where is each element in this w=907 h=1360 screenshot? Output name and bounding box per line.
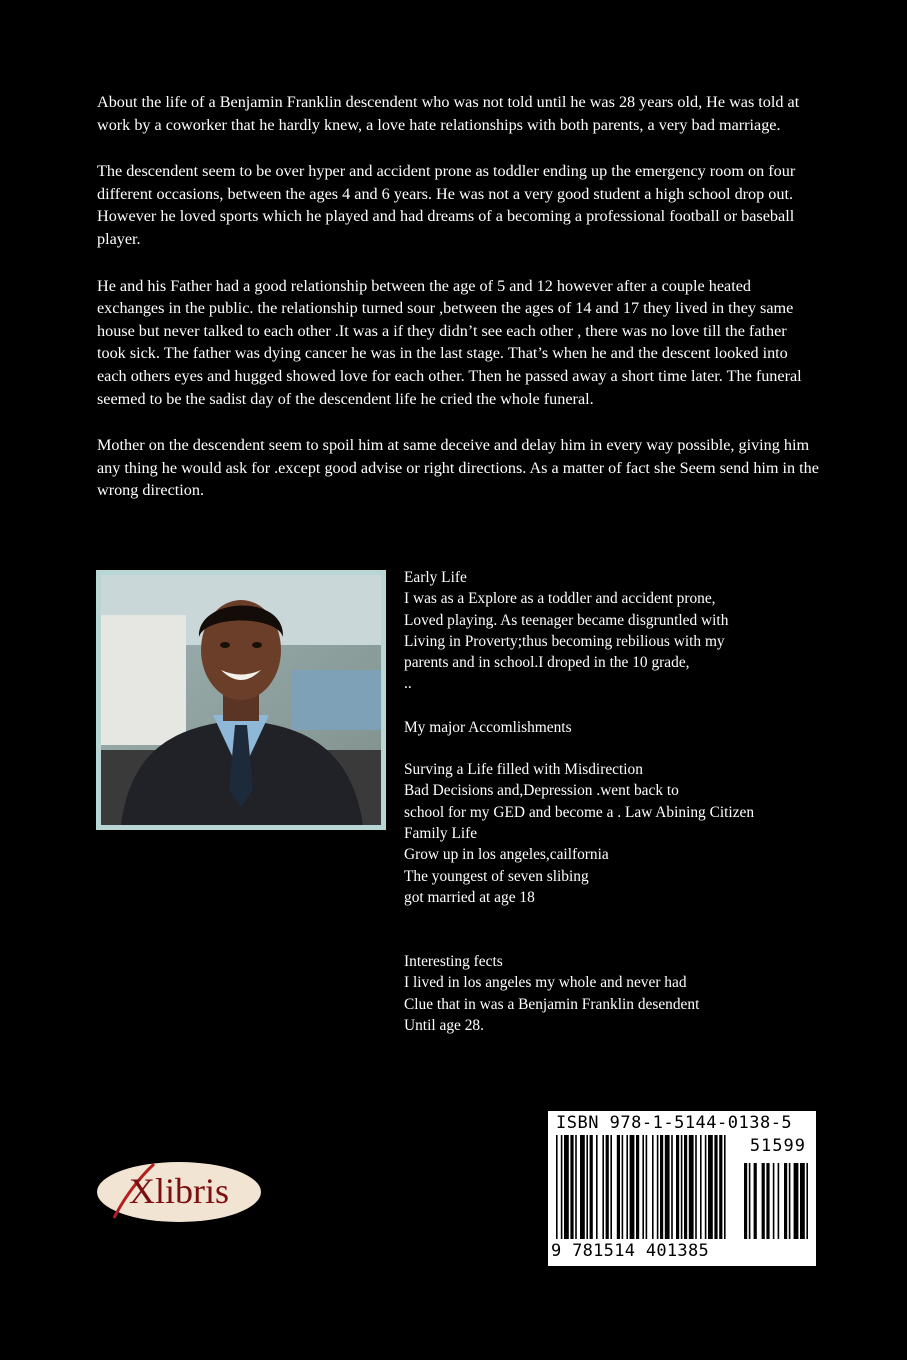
barcode-bar [630,1135,635,1239]
barcode-bar [695,1135,697,1239]
author-bio [404,567,824,1036]
barcode-bar [556,1135,558,1239]
bio-line: Clue that in was a Benjamin Franklin desendent [404,995,700,1013]
bio-line: school for my GED and become a . Law Abining Citizen [404,803,755,821]
barcode-bar [580,1135,585,1239]
barcode-bar [714,1135,717,1239]
bio-line: I lived in los angeles my whole and never had [404,974,687,992]
barcode-addon-bar [762,1163,765,1239]
barcode-bar [681,1135,683,1239]
barcode-addon-bar [794,1163,799,1239]
barcode-bar [606,1135,609,1239]
barcode-bar [652,1135,654,1239]
blurb-paragraph-3: He and his Father had a good relationship between the age of 5 and 12 however after a couple heated exchanges in the public. the relationship turned sour ,between the ages of 14 and 17 they lived in they same house but never talked to each other .It was a if they didn’t see each other , there was no love till the father took sick. The father was dying cancer he was in the last stage. That’s when he and the descent looked into each others eyes and hugged showed love for each other. Then he passed away a short time later. The funeral seemed to be the sadist day of the descendent life he cried the whole funeral. [97,276,802,408]
barcode-addon-bar [773,1163,775,1239]
bio-heading-interesting-facts: Interesting fects [404,953,503,971]
ean-digits: 9 781514 401385 [551,1241,710,1261]
barcode-addon-bar [778,1163,780,1239]
bio-line: Living in Proverty;thus becoming rebilious with my [404,632,725,650]
barcode-bar [642,1135,644,1239]
barcode-addon-bar [754,1163,757,1239]
bio-line: Until age 28. [404,1017,484,1035]
barcode-bar [626,1135,628,1239]
barcode-addon-bar [744,1163,747,1239]
barcode-bars [554,1135,810,1241]
barcode-bar [676,1135,679,1239]
barcode-addon-bar [784,1163,787,1239]
bio-line: Surving a Life filled with Misdirection [404,761,643,779]
barcode-addon-bar [749,1163,751,1239]
bio-line: Bad Decisions and,Depression .went back to [404,782,679,800]
barcode-bar [724,1135,726,1239]
barcode-bar [622,1135,624,1239]
isbn-label: ISBN 978-1-5144-0138-5 [556,1113,793,1133]
bio-heading-family-life: Family Life [404,824,478,842]
barcode-bar [705,1135,707,1239]
bio-line: parents and in school.I droped in the 10 grade, [404,654,690,672]
barcode-bar [671,1135,673,1239]
bio-heading-accomplishments: My major Accomlishments [404,718,572,736]
bio-line: .. [404,675,412,693]
bio-line: got married at age 18 [404,888,535,906]
barcode-bar [708,1135,713,1239]
barcode-addon-bar [789,1163,791,1239]
barcode-bar [561,1135,563,1239]
barcode-bar [689,1135,694,1239]
barcode-bar [596,1135,598,1239]
bio-line: I was as a Explore as a toddler and accident prone, [404,590,716,608]
barcode-bar [602,1135,604,1239]
barcode-bar [700,1135,702,1239]
barcode-bar [564,1135,569,1239]
blurb-paragraph-1: About the life of a Benjamin Franklin descendent who was not told until he was 28 years old, He was told at work by a coworker that he hardly knew, a love hate relationships with both parents, a very bad marriage. [97,93,800,134]
barcode-bar [570,1135,573,1239]
barcode-bar [665,1135,670,1239]
barcode-addon-bar [806,1163,808,1239]
barcode-bar [657,1135,659,1239]
barcode-bar [646,1135,648,1239]
barcode-bar [636,1135,639,1239]
barcode-bar [617,1135,620,1239]
barcode-bar [586,1135,588,1239]
barcode-bar [660,1135,663,1239]
isbn-barcode [548,1111,816,1266]
barcode-bar [719,1135,722,1239]
author-photo [96,570,386,830]
bio-heading-early-life: Early Life [404,569,467,586]
barcode-bar [610,1135,612,1239]
blurb-paragraph-2: The descendent seem to be over hyper and accident prone as toddler ending up the emergency room on four different occasions, between the ages 4 and 6 years. He was not a very good student a high school drop out. However he loved sports which he played and had dreams of a becoming a professional football or baseball player. [97,162,796,248]
barcode-addon-bar [766,1163,769,1239]
price-code: 51599 [749,1136,806,1156]
bio-line: The youngest of seven slibing [404,867,589,885]
barcode-bar [590,1135,593,1239]
author-portrait-image [101,575,381,825]
barcode-addon-bar [800,1163,805,1239]
barcode-bar [684,1135,687,1239]
barcode-bar [575,1135,577,1239]
back-cover-blurb [97,91,819,526]
xlibris-logo [94,1158,264,1226]
blurb-paragraph-4: Mother on the descendent seem to spoil him at same deceive and delay him in every way possible, giving him any thing he would ask for .except good advise or right directions. As a matter of fact she Seem send him in the wrong direction. [97,436,819,500]
bio-line: Grow up in los angeles,cailfornia [404,846,609,864]
bio-line: Loved playing. As teenager became disgruntled with [404,611,729,629]
logo-text: Xlibris [128,1171,230,1211]
